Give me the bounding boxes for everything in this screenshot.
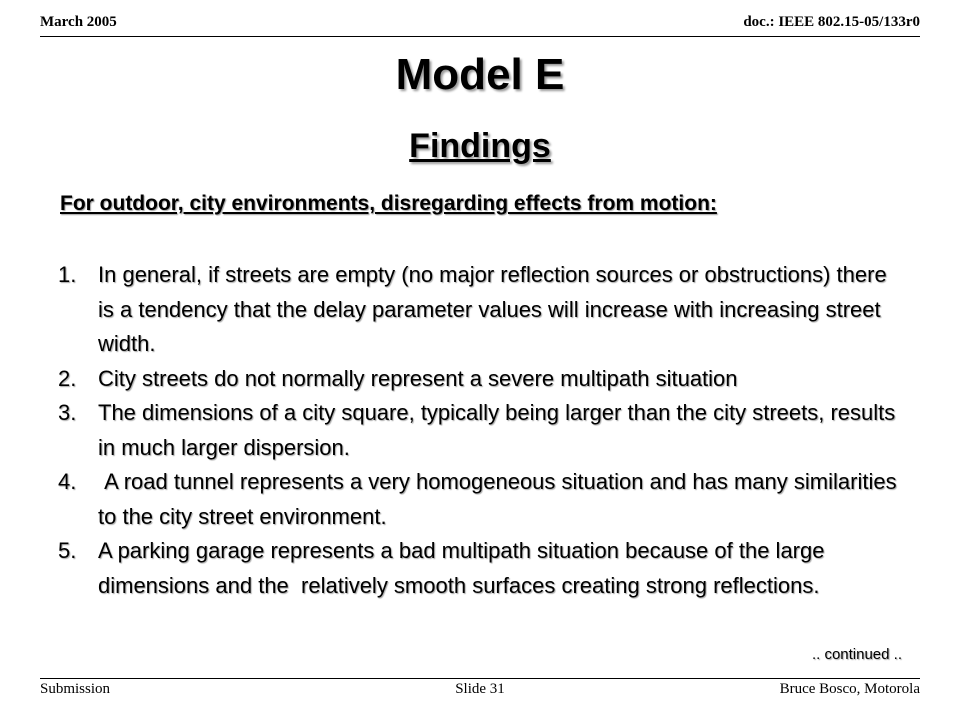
finding-text: A road tunnel represents a very homogeneous situation and has many similarities to the city street environment. <box>98 469 903 529</box>
finding-item <box>58 258 898 362</box>
finding-item <box>58 362 898 397</box>
finding-text: City streets do not normally represent a severe multipath situation <box>98 365 738 391</box>
footer-submission: Submission <box>40 681 111 697</box>
finding-number: 2. <box>58 365 77 391</box>
finding-item <box>58 396 898 465</box>
finding-item <box>58 465 903 534</box>
header-doc-id: doc.: IEEE 802.15-05/133r0 <box>743 14 920 30</box>
slide-title: Model E <box>395 50 565 99</box>
finding-item <box>58 534 898 603</box>
finding-number: 5. <box>58 538 77 563</box>
finding-number: 3. <box>58 400 77 425</box>
finding-text: A parking garage represents a bad multipath situation because of the large dimensions and the relatively smooth surfaces creating strong reflections. <box>98 538 831 598</box>
header-rule <box>40 36 920 37</box>
finding-text: The dimensions of a city square, typically being larger than the city streets, results in much larger dispersion. <box>98 400 896 460</box>
slide-subtitle: Findings <box>409 127 551 165</box>
finding-number: 1. <box>58 262 77 287</box>
continued-note: .. continued .. <box>811 646 902 663</box>
header-date: March 2005 <box>40 14 117 30</box>
findings-list <box>58 258 903 603</box>
footer-rule <box>40 678 920 679</box>
footer-slide-number: Slide 31 <box>455 681 505 697</box>
finding-number: 4. <box>58 469 77 494</box>
finding-text: In general, if streets are empty (no major reflection sources or obstructions) there is a tendency that the delay parameter values will increase with increasing street width. <box>98 262 887 356</box>
footer-author: Bruce Bosco, Motorola <box>779 681 920 697</box>
findings-lead: For outdoor, city environments, disregarding effects from motion: <box>60 192 717 215</box>
